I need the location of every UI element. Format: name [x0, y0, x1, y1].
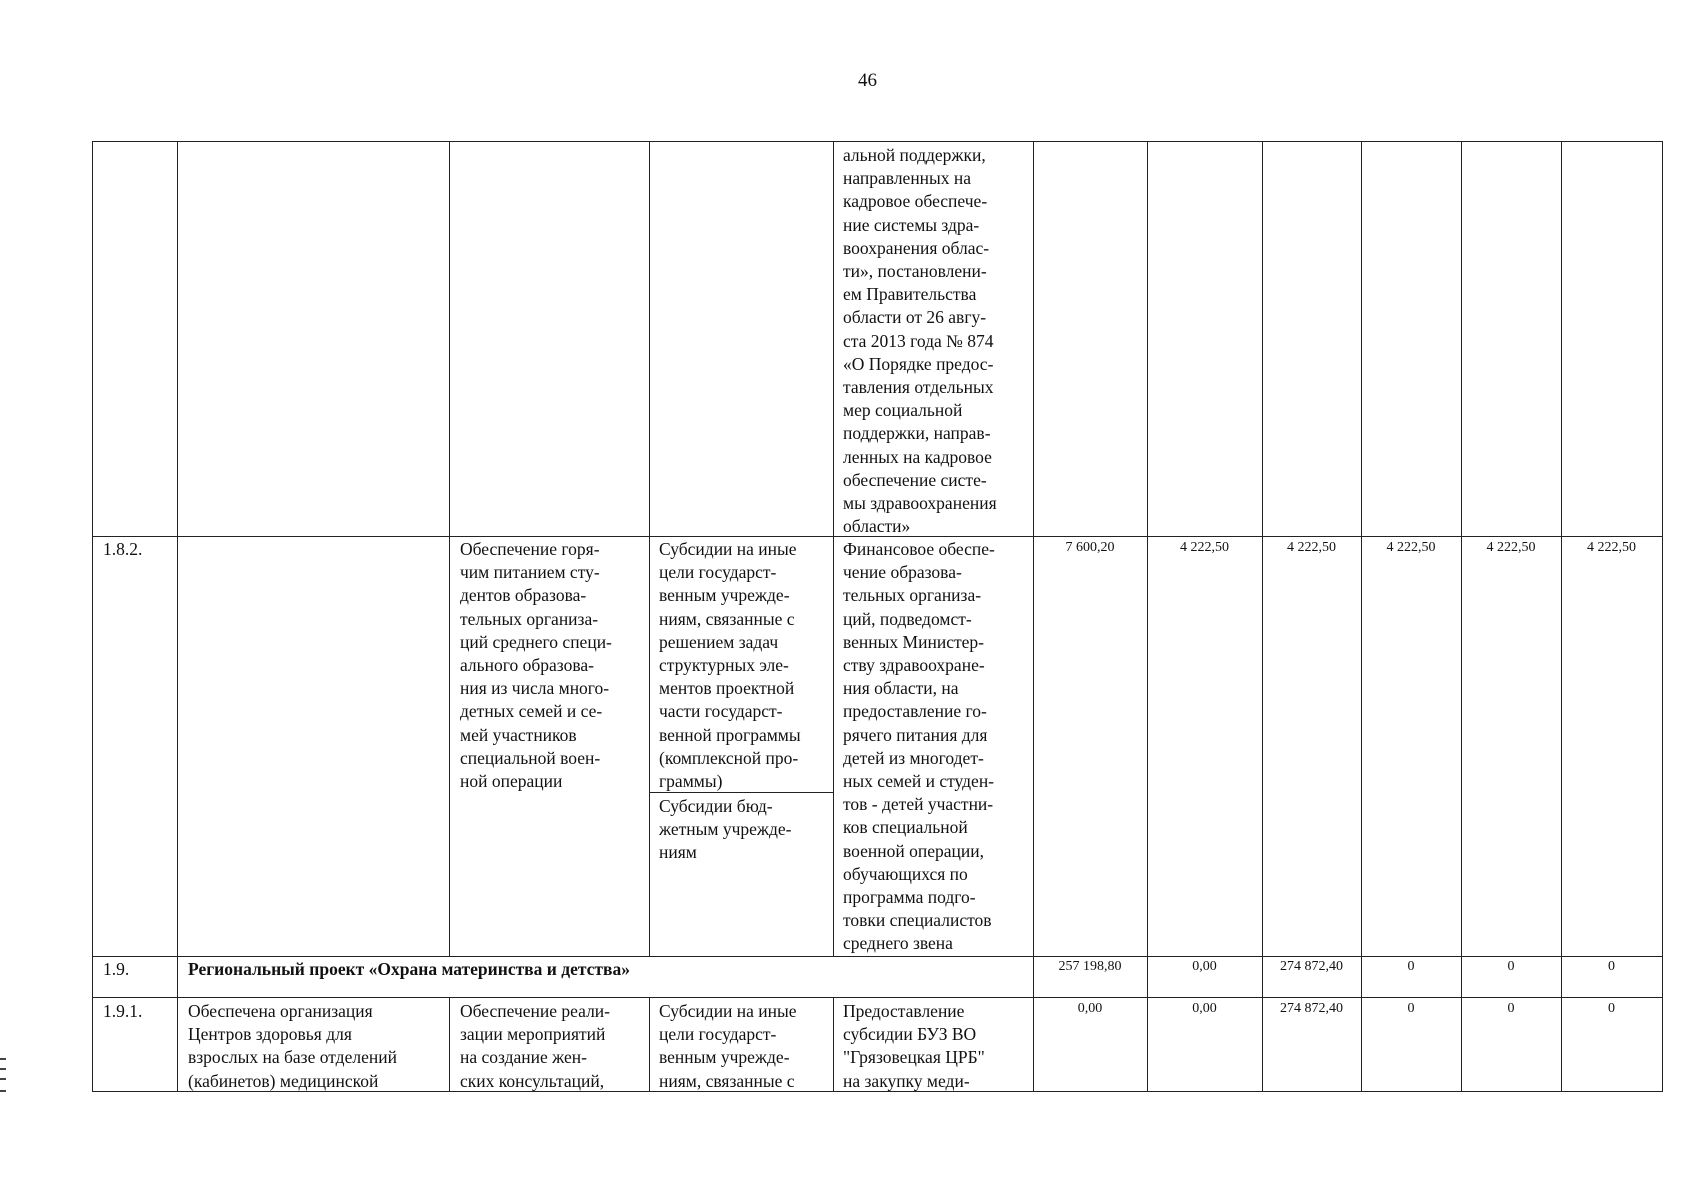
amount-cell: 4 222,50: [1486, 540, 1536, 555]
scan-margin-mark: [0, 1068, 6, 1070]
column-divider: [649, 141, 650, 956]
column-divider: [1033, 141, 1034, 1091]
column-divider: [1262, 141, 1263, 1091]
amount-cell: 257 198,80: [1058, 959, 1122, 974]
subsidy-type: Субсидии на иные цели государст- венным учрежде- ниям, связанные с решением задач структурных эле- ментов проектной части государст- венной программы (комплексной про- граммы): [659, 539, 801, 792]
column-divider: [1561, 141, 1562, 1091]
row-number: 1.8.2.: [103, 539, 143, 559]
column-divider: [1461, 141, 1462, 1091]
page-number: 46: [858, 70, 877, 91]
amount-cell: 0: [1608, 1001, 1615, 1016]
result-description: Обеспечена организация Центров здоровья для взрослых на базе отделений (кабинетов) медицинской: [188, 1001, 397, 1091]
target-description: Предоставление субсидии БУЗ ВО "Грязовецкая ЦРБ" на закупку меди-: [843, 1001, 985, 1091]
amount-cell: 274 872,40: [1280, 959, 1343, 974]
table-right-border: [1662, 141, 1663, 1091]
column-divider: [449, 997, 450, 1091]
continued-target-text: альной поддержки, направленных на кадровое обеспече- ние системы здра- воохранения облас- ти», постановлени- ем Правительства области от 26 авгу- ста 2013 года № 874 «О Порядке предос- тавления отдельных мер социальной поддержки, направ- ленных на кадровое обеспечение систе- мы здравоохранения области»: [843, 145, 997, 537]
row-number: 1.9.1.: [103, 1001, 143, 1021]
column-divider: [1147, 141, 1148, 1091]
project-title: Региональный проект «Охрана материнства и детства»: [188, 959, 630, 979]
amount-cell: 0: [1407, 959, 1415, 974]
amount-cell: 0: [1407, 1001, 1415, 1016]
column-divider: [177, 141, 178, 1091]
scan-margin-mark: [0, 1090, 6, 1092]
subsidy-type: Субсидии бюд- жетным учрежде- ниям: [659, 796, 792, 863]
amount-cell: 7 600,20: [1065, 540, 1115, 555]
column-divider: [1361, 141, 1362, 1091]
amount-cell: 4 222,50: [1587, 540, 1636, 555]
amount-cell: 4 222,50: [1180, 540, 1229, 555]
table-top-border: [92, 141, 1663, 142]
scan-margin-mark: [0, 1058, 6, 1060]
subsidy-type: Субсидии на иные цели государст- венным учрежде- ниям, связанные с: [659, 1001, 797, 1091]
amount-cell: 0,00: [1192, 1001, 1217, 1016]
task-description: Обеспечение горя- чим питанием сту- дентов образова- тельных организа- ций среднего специ- ального образова- ния из числа много- детных семей и се- мей участников специальной воен- ной операции: [460, 539, 612, 792]
amount-cell: 274 872,40: [1280, 1001, 1343, 1016]
scan-margin-mark: [0, 1078, 6, 1080]
column-divider: [449, 141, 450, 956]
column-divider: [833, 141, 834, 956]
row-divider: [92, 997, 1663, 998]
amount-cell: 4 222,50: [1386, 540, 1436, 555]
amount-cell: 0: [1507, 1001, 1515, 1016]
row-divider: [92, 956, 1663, 957]
task-description: Обеспечение реали- зации мероприятий на создание жен- ских консультаций,: [460, 1001, 610, 1091]
amount-cell: 4 222,50: [1287, 540, 1336, 555]
column-divider: [833, 997, 834, 1091]
row-number: 1.9.: [103, 959, 130, 979]
amount-cell: 0: [1507, 959, 1515, 974]
column-divider: [649, 997, 650, 1091]
target-description: Финансовое обеспе- чение образова- тельных организа- ций, подведомст- венных Министер- ству здравоохране- ния области, на предоставление го- рячего питания для детей из многодет- ных семей и студен- тов - детей участни- ков специальной военной операции, обучающихся по программа подго- товки специалистов среднего звена: [843, 539, 995, 954]
amount-cell: 0: [1608, 959, 1615, 974]
table-left-border: [92, 141, 93, 1091]
amount-cell: 0,00: [1077, 1001, 1103, 1016]
amount-cell: 0,00: [1192, 959, 1217, 974]
